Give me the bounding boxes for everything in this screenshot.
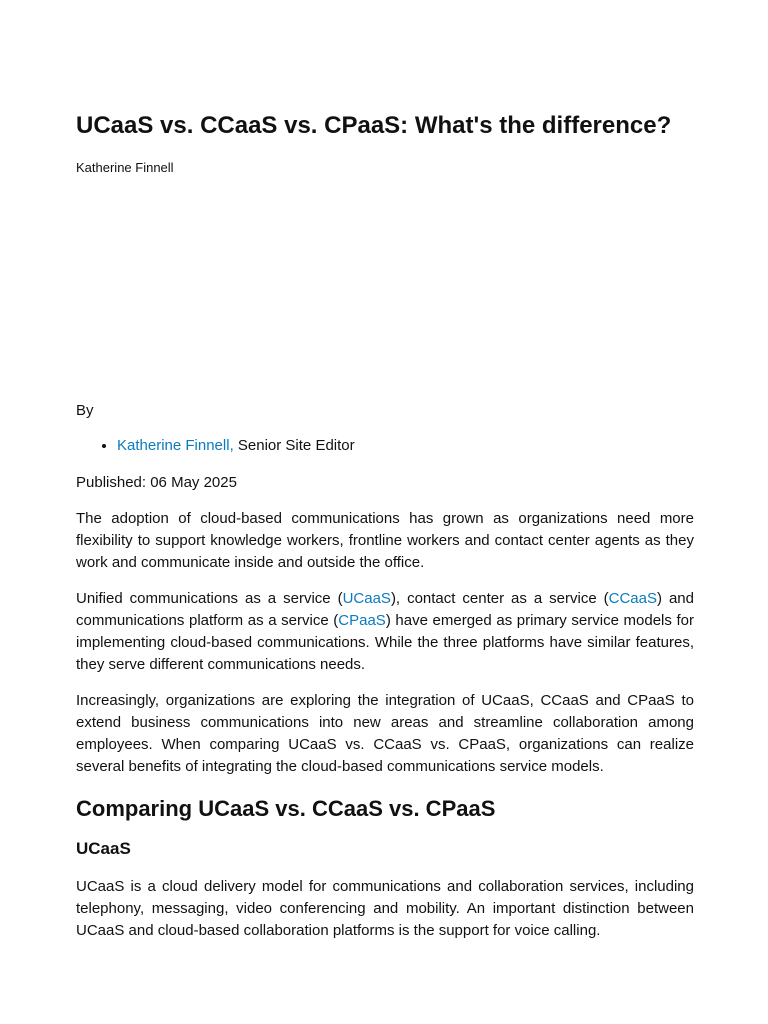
- author-name-top: Katherine Finnell: [76, 160, 174, 175]
- section-heading: Comparing UCaaS vs. CCaaS vs. CPaaS: [76, 796, 496, 821]
- cpaas-link[interactable]: CPaaS: [338, 612, 386, 629]
- integration-paragraph: Increasingly, organizations are exploring the integration of UCaaS, CCaaS and CPaaS to extend business communications into new areas and streamline collaboration among employees. When comparing UCaaS vs. CCaaS vs. CPaaS, organizations can realize several benefits of integrating the cloud-based communications service models.: [76, 692, 694, 775]
- article-title: UCaaS vs. CCaaS vs. CPaaS: What's the difference?: [76, 112, 672, 139]
- text-span: ) have emerged as primary service models for implementing cloud-based communications. While the three platforms have similar features, they serve different communications needs.: [76, 612, 694, 673]
- author-role: Senior Site Editor: [233, 437, 355, 454]
- text-span: Unified communications as a service (: [76, 590, 343, 607]
- author-list: [76, 436, 355, 456]
- subsection-heading: UCaaS: [76, 839, 131, 858]
- author-list-item: [117, 436, 355, 456]
- ucaas-link[interactable]: UCaaS: [342, 590, 391, 607]
- text-span: ), contact center as a service (: [390, 590, 609, 607]
- text-span: ) and communications platform as a service (: [76, 590, 694, 629]
- ucaas-definition-paragraph: UCaaS is a cloud delivery model for communications and collaboration services, including telephony, messaging, video conferencing and mobility. An important distinction between UCaaS and cloud-based collaboration platforms is the support for voice calling.: [76, 878, 694, 939]
- author-link[interactable]: Katherine Finnell,: [117, 437, 234, 454]
- intro-paragraph: The adoption of cloud-based communications has grown as organizations need more flexibility to support knowledge workers, frontline workers and contact center agents as they work and communicate inside and outside the office.: [76, 510, 694, 571]
- service-models-paragraph: [76, 588, 694, 676]
- byline-label: By: [76, 402, 94, 419]
- published-date: Published: 06 May 2025: [76, 474, 237, 491]
- ccaas-link[interactable]: CCaaS: [608, 590, 657, 607]
